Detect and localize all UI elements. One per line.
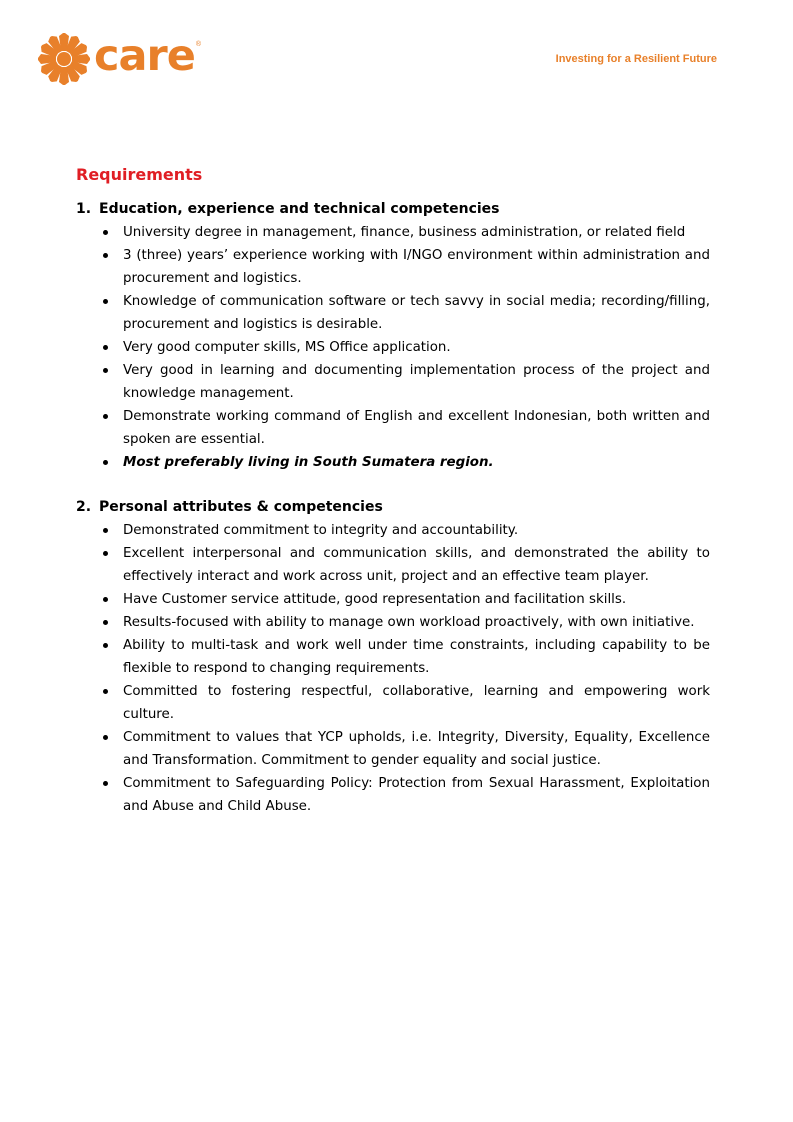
list-item: Have Customer service attitude, good representation and facilitation skills. <box>100 588 710 611</box>
bullet-list <box>76 519 710 818</box>
requirements-section <box>76 198 710 474</box>
list-item: Demonstrate working command of English and excellent Indonesian, both written and spoken are essential. <box>100 405 710 451</box>
list-item: Most preferably living in South Sumatera region. <box>100 451 710 474</box>
list-item: Commitment to Safeguarding Policy: Protection from Sexual Harassment, Exploitation and Abuse and Child Abuse. <box>100 772 710 818</box>
logo-wordmark: care <box>94 30 195 81</box>
requirements-sections <box>76 198 710 818</box>
header-tagline: Investing for a Resilient Future <box>555 53 717 65</box>
list-item: Results-focused with ability to manage own workload proactively, with own initiative. <box>100 611 710 634</box>
document-body <box>76 164 710 818</box>
list-item: Very good computer skills, MS Office application. <box>100 336 710 359</box>
list-item: Demonstrated commitment to integrity and accountability. <box>100 519 710 542</box>
care-emblem-icon <box>36 31 92 87</box>
section-heading-text: Personal attributes & competencies <box>99 499 383 515</box>
list-item: Excellent interpersonal and communication skills, and demonstrated the ability to effectively interact and work across unit, project and an effective team player. <box>100 542 710 588</box>
list-item: Very good in learning and documenting implementation process of the project and knowledge management. <box>100 359 710 405</box>
list-item: 3 (three) years’ experience working with I/NGO environment within administration and procurement and logistics. <box>100 244 710 290</box>
care-logo <box>36 31 201 87</box>
page-title: Requirements <box>76 165 203 184</box>
section-heading <box>76 198 710 221</box>
section-number: 2. <box>76 499 92 515</box>
bullet-list <box>76 221 710 474</box>
section-heading-text: Education, experience and technical competencies <box>99 201 500 217</box>
list-item: Committed to fostering respectful, collaborative, learning and empowering work culture. <box>100 680 710 726</box>
list-item: Ability to multi-task and work well under time constraints, including capability to be flexible to respond to changing requirements. <box>100 634 710 680</box>
list-item: University degree in management, finance, business administration, or related field <box>100 221 710 244</box>
registered-mark: ® <box>195 41 202 48</box>
requirements-section <box>76 496 710 818</box>
list-item: Knowledge of communication software or tech savvy in social media; recording/filling, procurement and logistics is desirable. <box>100 290 710 336</box>
section-number: 1. <box>76 201 92 217</box>
list-item: Commitment to values that YCP upholds, i.e. Integrity, Diversity, Equality, Excellence and Transformation. Commitment to gender equality and social justice. <box>100 726 710 772</box>
section-heading <box>76 496 710 519</box>
